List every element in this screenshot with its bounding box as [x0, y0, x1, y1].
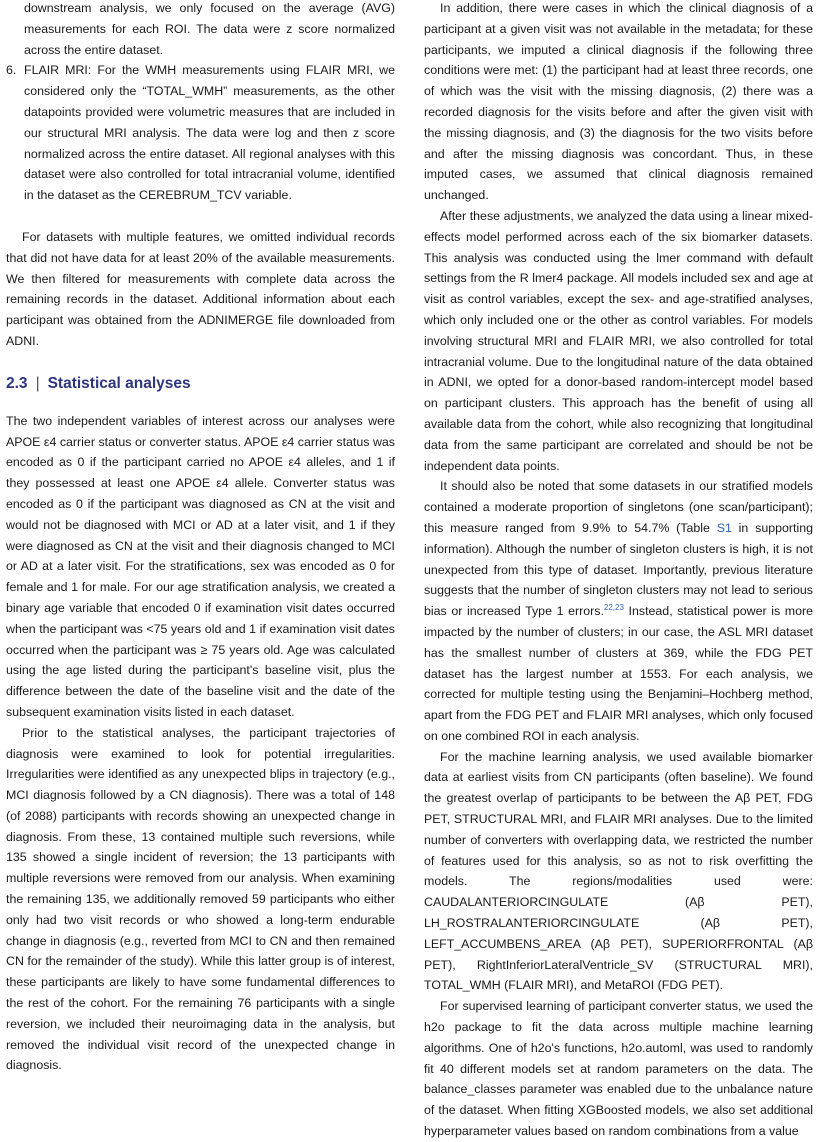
table-s1-link[interactable]: S1 — [716, 520, 732, 535]
section-heading — [6, 374, 395, 394]
section-number: 2.3 — [6, 374, 28, 392]
section-title: Statistical analyses — [47, 374, 191, 392]
paragraph-singletons — [424, 476, 813, 746]
paragraph-multiple-features: For datasets with multiple features, we omitted individual records that did not have data for at least 20% of the available measurements. We then filtered for measurements with complete data across the remaining records in the dataset. Additional information about each participant was obtained from the ADNIMERGE file downloaded from ADNI. — [6, 229, 395, 348]
text-run: It should also be noted that some datasets in our stratified models contained a moderate proportion of singletons (one scan/participant); this measure ranged from 9.9% to 54.7% (Table — [424, 479, 813, 535]
paragraph-imputed-diagnosis: In addition, there were cases in which the clinical diagnosis of a participant at a given visit was not available in the metadata; for these participants, we imputed a clinical diagnosis if the following three conditions were met: (1) the participant had at least three records, one of which was the visit with the missing diagnosis, (2) there was a recorded diagnosis for the visits before and after the given visit with the missing diagnosis, and (3) the diagnosis for the two visits before and after the missing diagnosis was concordant. Thus, in these imputed cases, we assumed that clinical diagnosis remained unchanged. — [424, 1, 813, 203]
paragraph-supervised-learning: For supervised learning of participant converter status, we used the h2o package to fit the data across multiple machine learning algorithms. One of h2o's functions, h2o.automl, was used to randomly fit 40 different models set at random parameters on the data. The balance_classes parameter was enabled due to the unbalance nature of the dataset. When fitting XGBoosted models, we also set additional hyperparameter values based on random combinations from a value — [424, 999, 813, 1139]
list-number: 6. — [6, 63, 17, 78]
list-item-text: FLAIR MRI: For the WMH measurements using FLAIR MRI, we considered only the “TOTAL_WMH” measurements, as the other datapoints provided were volumetric measures that are included in our structural MRI analysis. The data were log and then z score normalized across the entire dataset. All regional analyses with this dataset were also controlled for total intracranial volume, identified in the dataset as the CEREBRUM_TCV variable. — [24, 63, 395, 203]
text-run: in supporting information). Although the number of singleton clusters is high, it is not unexpected from this type of dataset. Importantly, previous literature suggests that the number of singleton clusters may not lead to serious bias or increased Type 1 errors. — [424, 520, 813, 619]
section-separator: | — [35, 374, 40, 392]
left-column — [6, 0, 395, 1076]
list-item-6 — [6, 60, 395, 206]
paragraph-mixed-effects: After these adjustments, we analyzed the data using a linear mixed-effects model performed across each of the six biomarker datasets. This analysis was conducted using the lmer command with default settings from the R lmer4 package. All models included sex and age at visit as control variables, except the sex- and age-stratified analyses, which only included one or the other as control variables. For models involving structural MRI and FLAIR MRI, we also controlled for total intracranial volume. Due to the longitudinal nature of the data obtained in ADNI, we opted for a donor-based random-intercept model based on participant clusters. This approach has the benefit of using all available data from the cohort, while also recognizing that longitudinal data from the same participant are correlated and should be not be independent data points. — [424, 208, 813, 473]
list-item-5-continued: downstream analysis, we only focused on the average (AVG) measurements for each ROI. The data were z score normalized across the entire dataset. — [24, 1, 395, 57]
paragraph-machine-learning: For the machine learning analysis, we used available biomarker data at earliest visits from CN participants (often baseline). We found the greatest overlap of participants to be between the Aβ PET, FDG PET, STRUCTURAL MRI, and FLAIR MRI analyses. Due to the limited number of converters with overlapping data, we restricted the number of features used for this analysis, so as not to risk overfitting the models. The regions/modalities used were: CAUDALANTERIORCINGULATE (Aβ PET), LH_ROSTRALANTERIORCINGULATE (Aβ PET), LEFT_ACCUMBENS_AREA (Aβ PET), SUPERIORFRONTAL (Aβ PET), RightInferiorLateralVentricle_SV (STRUCTURAL MRI), TOTAL_WMH (FLAIR MRI), and MetaROI (FDG PET). — [424, 749, 813, 993]
paragraph-prior-analyses: Prior to the statistical analyses, the participant trajectories of diagnosis were examined to look for potential irregularities. Irregularities were identified as any unexpected blips in trajectory (e.g., MCI diagnosis followed by a CN diagnosis). There was a total of 148 (of 2088) participants with records showing an unexpected change in diagnosis. From these, 13 contained multiple such reversions, while 135 showed a single incident of reversion; the 13 participants with multiple reversions were removed from our analysis. When examining the remaining 135, we additionally removed 59 participants who either only had two visit records or who showed a long-term endurable change in diagnosis (e.g., reverted from MCI to CN and then remained CN for the remainder of the study). While this latter group is of interest, these participants are likely to have some fundamental differences to the rest of the cohort. For the remaining 76 participants with a single reversion, we included their neuroimaging data in the analysis, but removed the individual visit record of the unexpected change in diagnosis. — [6, 725, 395, 1073]
citation-link[interactable]: 22,23 — [603, 602, 624, 612]
text-run: Instead, statistical power is more impacted by the number of clusters; in our case, the ASL MRI dataset has the smallest number of clusters at 369, while the FDG PET dataset has the largest number at 1553. For each analysis, we corrected for multiple testing using the Benjamini–Hochberg method, apart from the FDG PET and FLAIR MRI analyses, which only focused on one combined ROI in each analysis. — [424, 604, 813, 743]
paragraph-independent-variables: The two independent variables of interest across our analyses were APOE ε4 carrier status or converter status. APOE ε4 carrier status was encoded as 0 if the participant carried no APOE ε4 alleles, and 1 if they possessed at least one APOE ε4 allele. Converter status was encoded as 0 if the participant was diagnosed as CN at the visit and would not be diagnosed with MCI or AD at a later visit, and 1 if they were diagnosed as CN at the visit and their diagnosis changed to MCI or AD at a later visit. For the stratifications, sex was encoded as 0 for female and 1 for male. For our age stratification analysis, we created a binary age variable that encoded 0 if examination visit dates occurred when the participant was <75 years old and 1 if examination visit dates occurred when the participant was ≥ 75 years old. Age was calculated using the age listed during the participant's baseline visit, plus the difference between the date of the baseline visit and the date of the subsequent examination visits listed in each dataset. — [6, 413, 395, 719]
right-column — [424, 0, 813, 1142]
spacer — [6, 206, 395, 227]
